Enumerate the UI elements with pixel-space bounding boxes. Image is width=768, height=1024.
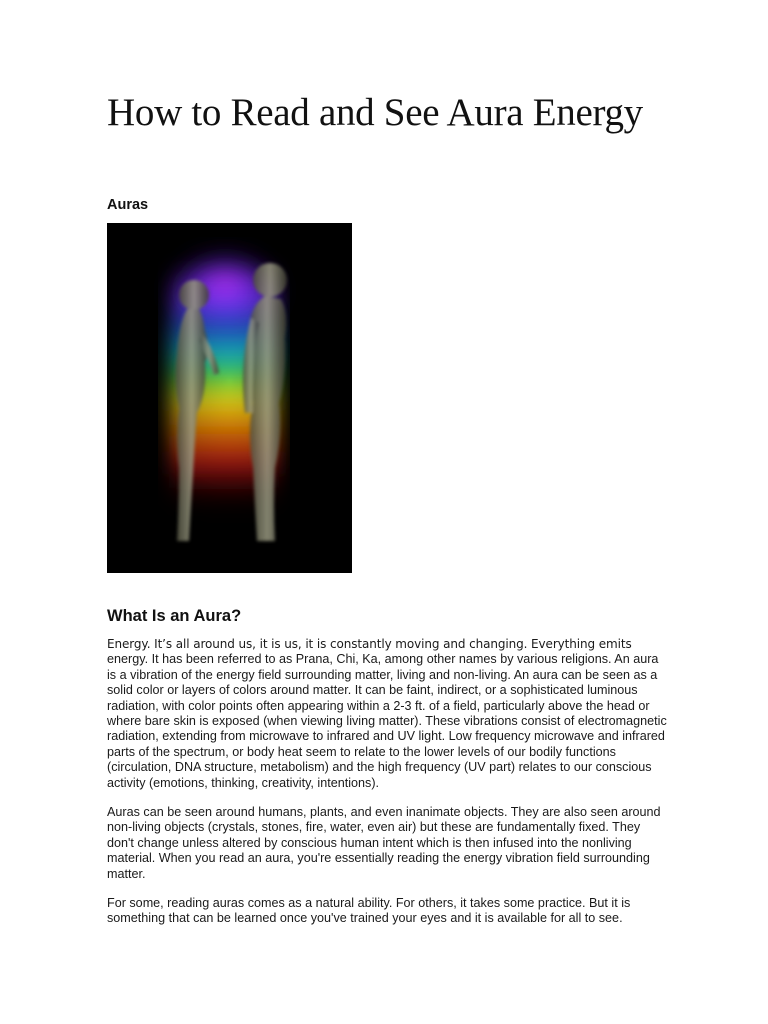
aura-figures-image [107, 223, 352, 573]
subheading-auras: Auras [107, 197, 149, 213]
aura-illustration [107, 223, 352, 573]
paragraph-1 [107, 637, 667, 791]
paragraph-3: For some, reading auras comes as a natural ability. For others, it takes some practice. But it is something that can be learned once you've trained your eyes and it is available for all to see. [107, 896, 631, 926]
paragraph-1-lead: Energy. It’s all around us, it is us, it is constantly moving and changing. Everything emits [107, 637, 632, 651]
section-heading: What Is an Aura? [107, 607, 242, 625]
paragraph-2: Auras can be seen around humans, plants, and even inanimate objects. They are also seen around non-living objects (crystals, stones, fire, water, even air) but these are fundamentally fixed. They don't change unless altered by conscious human intent which is then infused into the nonliving material. When you read an aura, you're essentially reading the energy vibration field surrounding matter. [107, 805, 661, 881]
paragraph-1-rest: energy. It has been referred to as Prana, Chi, Ka, among other names by various religions. An aura is a vibration of the energy field surrounding matter, living and non-living. An aura can be seen as a solid color or layers of colors around matter. It can be faint, indirect, or a sophisticated luminous radiation, with color points often appearing within a 2-3 ft. of a field, particularly above the head or where bare skin is exposed (when viewing living matter). These vibrations consist of electromagnetic radiation, extending from microwave to infrared and UV light. Low frequency microwave and infrared parts of the spectrum, or body heat seem to relate to the lower levels of our bodily functions (circulation, DNA structure, metabolism) and the high frequency (UV part) relates to our conscious activity (emotions, thinking, creativity, intentions). [107, 652, 667, 790]
page-title: How to Read and See Aura Energy [107, 91, 643, 134]
